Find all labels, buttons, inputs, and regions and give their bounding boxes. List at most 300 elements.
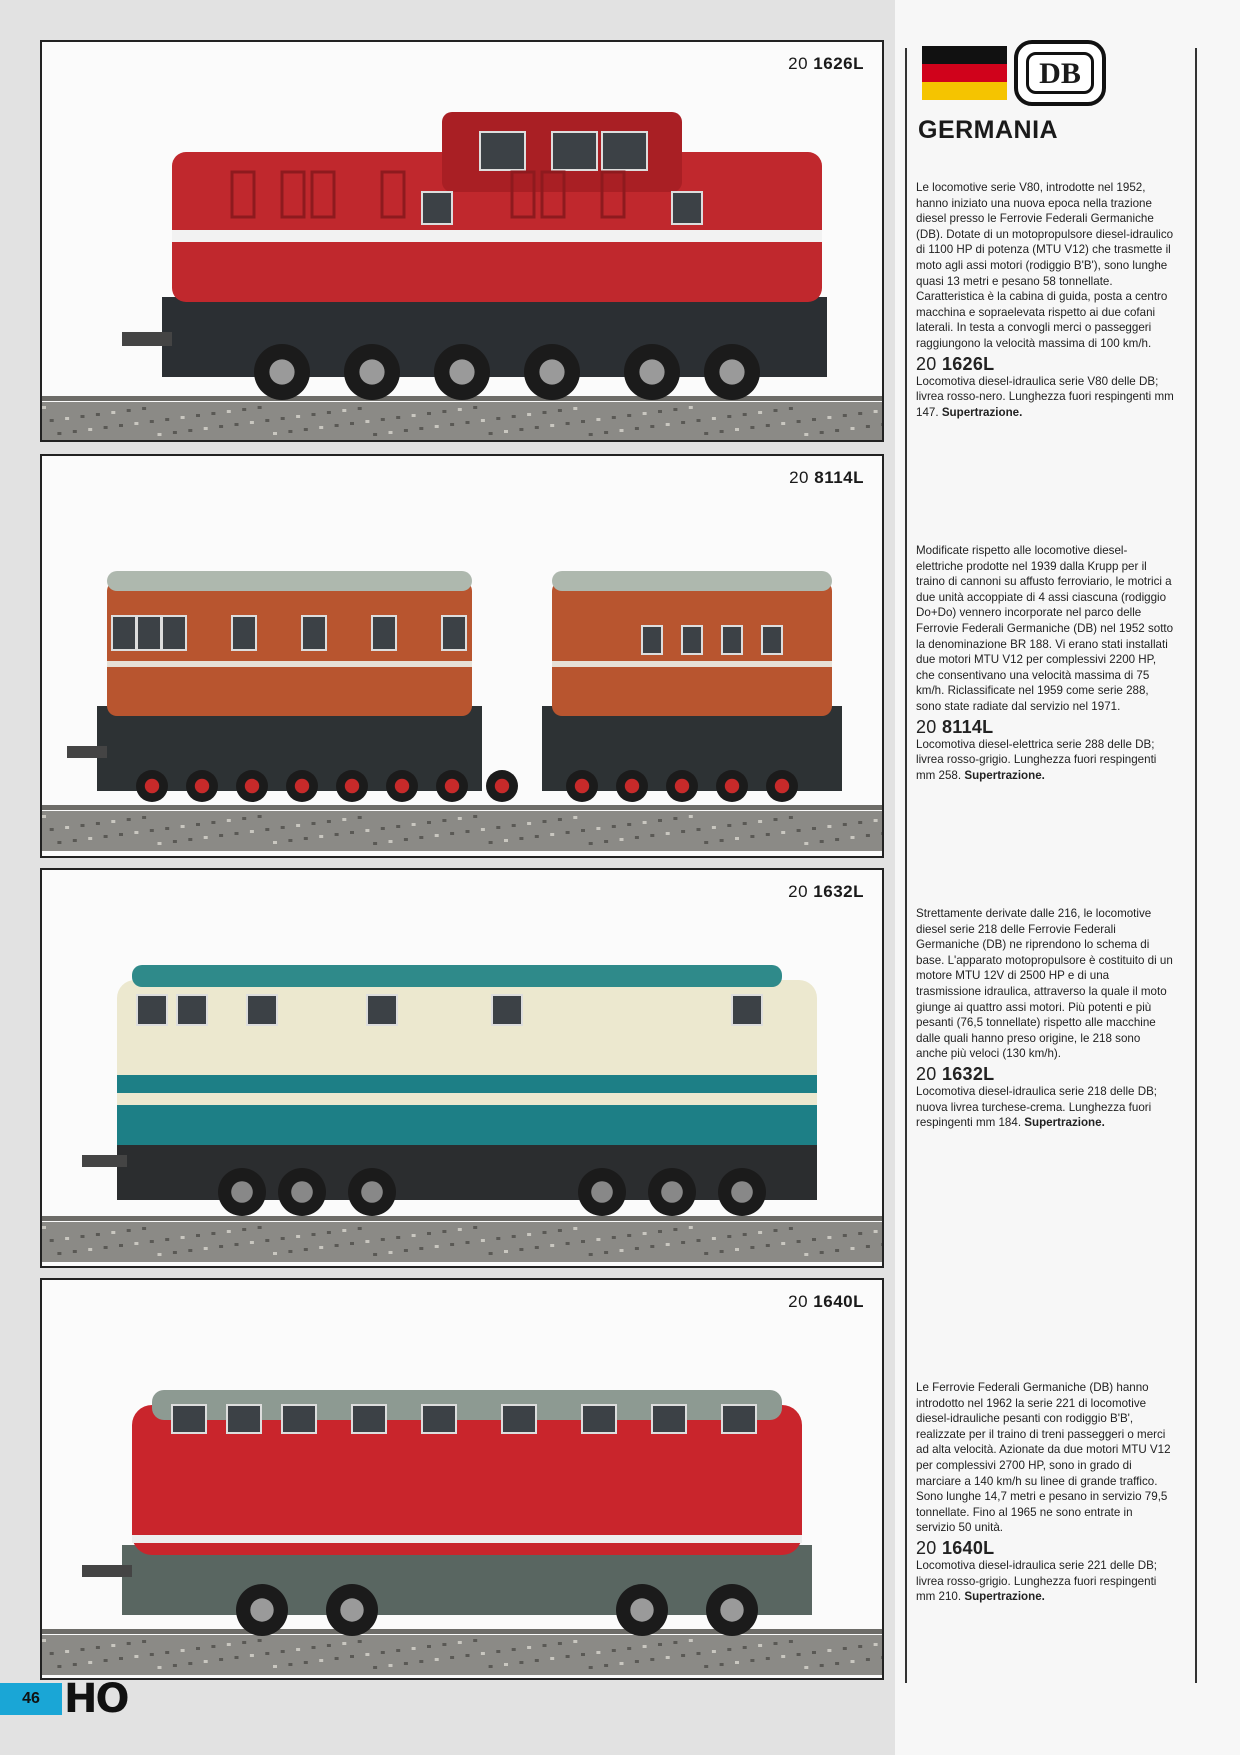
ballast-stone [481, 828, 485, 831]
ballast-stone [797, 420, 801, 423]
ballast-stone [373, 1253, 377, 1256]
ballast-stone [774, 818, 778, 821]
ballast-stone [550, 424, 554, 427]
wheel-hub [345, 779, 359, 793]
wheel-hub [449, 359, 474, 384]
ballast-stone [604, 840, 608, 843]
ballast-stone [650, 834, 654, 837]
ballast-stone [743, 1646, 747, 1649]
ballast-stone [758, 411, 762, 414]
ballast-stone [73, 839, 77, 842]
ballast-stone [342, 409, 346, 412]
track-ballast [42, 811, 882, 851]
ballast-stone [704, 1665, 708, 1668]
window [442, 616, 466, 650]
ballast-stone [181, 825, 185, 828]
window [367, 995, 397, 1025]
ballast-stone [342, 1229, 346, 1232]
ballast-stone [81, 415, 85, 418]
ballast-stone [304, 428, 308, 431]
ballast-stone [527, 822, 531, 825]
ballast-stone [673, 817, 677, 820]
ballast-stone [127, 1229, 131, 1232]
product-text-1632L [916, 906, 1174, 1131]
ballast-stone [327, 1644, 331, 1647]
wheel-hub [340, 1598, 363, 1621]
ballast-stone [265, 828, 269, 831]
ballast-stone [535, 1659, 539, 1662]
ballast-stone [435, 1658, 439, 1661]
ballast-stone [750, 1659, 754, 1662]
ballast-stone [581, 1653, 585, 1656]
ballast-stone [735, 837, 739, 840]
ballast-stone [804, 842, 808, 845]
ballast-stone [627, 414, 631, 417]
ballast-stone [458, 817, 462, 820]
ballast-stone [265, 1652, 269, 1655]
ballast-stone [127, 818, 131, 821]
ballast-stone [704, 841, 708, 844]
ballast-stone [96, 1233, 100, 1236]
ballast-stone [612, 416, 616, 419]
ballast-stone [211, 1645, 215, 1648]
ballast-stone [735, 1248, 739, 1251]
ballast-stone [319, 1246, 323, 1249]
ballast-stone [543, 1231, 547, 1234]
ballast-stone [843, 1234, 847, 1237]
ballast-stone [419, 836, 423, 839]
ballast-stone [774, 1229, 778, 1232]
product-description: Locomotiva diesel-idraulica serie V80 delle DB; livrea rosso-nero. Lunghezza fuori respingenti mm 147. Supertrazione. [916, 374, 1174, 419]
ballast-stone [596, 1238, 600, 1241]
ballast-stone [527, 413, 531, 416]
window [642, 626, 662, 654]
ballast-stone [743, 1233, 747, 1236]
ballast-stone [820, 840, 824, 843]
window [722, 626, 742, 654]
ballast-stone [774, 409, 778, 412]
ballast-stone [781, 1242, 785, 1245]
ballast-stone [258, 1639, 262, 1642]
ballast-stone [389, 840, 393, 843]
wheel-hub [630, 1598, 653, 1621]
ballast-stone [389, 1251, 393, 1254]
ballast-stone [196, 1234, 200, 1237]
ballast-stone [612, 1236, 616, 1239]
ballast-stone [489, 432, 493, 435]
ballast-stone [596, 418, 600, 421]
ballast-stone [704, 1252, 708, 1255]
ballast-stone [835, 838, 839, 841]
ballast-stone [750, 1246, 754, 1249]
ballast-stone [327, 820, 331, 823]
ballast-stone [389, 1664, 393, 1667]
ballast-stone [658, 410, 662, 413]
ballast-stone [666, 1656, 670, 1659]
ballast-stone [381, 827, 385, 830]
ballast-stone [573, 407, 577, 410]
ballast-stone [558, 409, 562, 412]
ballast-stone [858, 1645, 862, 1648]
ballast-stone [265, 419, 269, 422]
ballast-stone [158, 842, 162, 845]
ballast-stone [412, 1647, 416, 1650]
ballast-stone [219, 1245, 223, 1248]
ballast-stone [681, 830, 685, 833]
ballast-stone [312, 1233, 316, 1236]
ballast-stone [435, 834, 439, 837]
ballast-stone [273, 841, 277, 844]
ballast-stone [827, 1236, 831, 1239]
ballast-stone [604, 1664, 608, 1667]
ballast-stone [866, 834, 870, 837]
ballast-stone [589, 1253, 593, 1256]
ballast-stone [250, 1654, 254, 1657]
ballast-stone [835, 1249, 839, 1252]
product-intro: Strettamente derivate dalle 216, le locomotive diesel serie 218 delle Ferrovie Federali Germaniche (DB) ne riprendono lo schema di base. L'apparato motopropulsore è costituito di un motore MTU 12V di 2500 HP e di una trasmissione idraulica, attraverso la quale il moto giunge ai quattro assi motori. Più potenti e più pesanti (76,5 tonnellate) rispetto alle macchine dalle quali hanno preso origine, le 218 sono anche più veloci (130 km/h). [916, 907, 1173, 1061]
page-number: 46 [0, 1683, 62, 1715]
ballast-stone [612, 1649, 616, 1652]
product-text-8114L [916, 543, 1174, 783]
wheel-hub [495, 779, 509, 793]
ballast-stone [450, 423, 454, 426]
ballast-stone [111, 820, 115, 823]
ballast-stone [419, 1247, 423, 1250]
ballast-stone [435, 1245, 439, 1248]
ballast-stone [527, 1233, 531, 1236]
ballast-stone [581, 829, 585, 832]
window [492, 995, 522, 1025]
product-photo-1632L [40, 868, 884, 1268]
ballast-stone [874, 410, 878, 413]
ballast-stone [42, 406, 46, 409]
window [502, 1405, 536, 1433]
window [172, 1405, 206, 1433]
ballast-stone [512, 1648, 516, 1651]
window [352, 1405, 386, 1433]
ballast-stone [789, 1640, 793, 1643]
ballast-stone [412, 823, 416, 826]
ballast-stone [604, 431, 608, 434]
ballast-stone [689, 815, 693, 818]
ballast-stone [65, 1650, 69, 1653]
ballast-stone [866, 1658, 870, 1661]
wheel-hub [639, 359, 664, 384]
ballast-stone [335, 424, 339, 427]
livery-stripe [132, 1535, 802, 1543]
ballast-stone [173, 1664, 177, 1667]
ballast-stone [281, 417, 285, 420]
ballast-stone [96, 413, 100, 416]
rail [42, 1216, 882, 1221]
ballast-stone [288, 839, 292, 842]
ballast-stone [142, 1640, 146, 1643]
ballast-stone [697, 419, 701, 422]
ballast-stone [466, 421, 470, 424]
ballast-stone [419, 427, 423, 430]
ballast-stone [335, 1244, 339, 1247]
ballast-stone [851, 836, 855, 839]
ballast-stone [581, 420, 585, 423]
ballast-stone [689, 1226, 693, 1229]
ballast-stone [342, 818, 346, 821]
ballast-stone [881, 832, 882, 835]
ballast-stone [365, 829, 369, 832]
ballast-stone [296, 824, 300, 827]
product-code-heading: 20 1640L [916, 1537, 995, 1558]
ballast-stone [235, 423, 239, 426]
ballast-stone [196, 1647, 200, 1650]
ballast-stone [119, 424, 123, 427]
window [302, 616, 326, 650]
ballast-stone [804, 1253, 808, 1256]
product-photo-8114L [40, 454, 884, 858]
ballast-stone [566, 422, 570, 425]
ballast-stone [720, 839, 724, 842]
buffer [82, 1565, 132, 1577]
livery-stripe [552, 661, 832, 667]
ballast-stone [50, 828, 54, 831]
window [652, 1405, 686, 1433]
ballast-stone [727, 1648, 731, 1651]
ballast-stone [365, 420, 369, 423]
ballast-stone [720, 1663, 724, 1666]
country-title: GERMANIA [918, 116, 1059, 144]
ballast-stone [442, 819, 446, 822]
ballast-stone [281, 826, 285, 829]
ballast-stone [165, 418, 169, 421]
ballast-stone [88, 428, 92, 431]
buffer [82, 1155, 127, 1167]
ballast-stone [50, 1239, 54, 1242]
ballast-stone [589, 433, 593, 436]
window [137, 995, 167, 1025]
wheel-hub [361, 1181, 383, 1203]
ballast-stone [458, 1641, 462, 1644]
ballast-stone [188, 838, 192, 841]
ballast-stone [65, 1237, 69, 1240]
ballast-stone [150, 1653, 154, 1656]
ballast-stone [412, 414, 416, 417]
roof [552, 571, 832, 591]
ballast-stone [550, 1657, 554, 1660]
ballast-stone [250, 830, 254, 833]
window [372, 616, 396, 650]
ballast-stone [620, 838, 624, 841]
ballast-stone [134, 1655, 138, 1658]
ballast-stone [196, 823, 200, 826]
ballast-stone [596, 827, 600, 830]
window [672, 192, 702, 224]
ballast-stone [104, 1246, 108, 1249]
wheel-hub [269, 359, 294, 384]
ballast-stone [319, 426, 323, 429]
ballast-stone [481, 419, 485, 422]
buffer [122, 332, 172, 346]
window [582, 1405, 616, 1433]
ballast-stone [851, 1660, 855, 1663]
ballast-stone [150, 829, 154, 832]
ballast-stone [111, 1644, 115, 1647]
ballast-stone [750, 426, 754, 429]
product-code: 20 1640L [788, 1292, 864, 1311]
ballast-stone [365, 1653, 369, 1656]
ballast-stone [396, 1236, 400, 1239]
column-rule-right [1195, 48, 1197, 1683]
roof [132, 965, 782, 987]
ballast-stone [512, 1235, 516, 1238]
ballast-stone [673, 408, 677, 411]
ballast-stone [196, 414, 200, 417]
ballast-stone [57, 841, 61, 844]
window [177, 995, 207, 1025]
ballast-stone [866, 1245, 870, 1248]
product-description: Locomotiva diesel-idraulica serie 218 delle DB; nuova livrea turchese-crema. Lunghezza fuori respingenti mm 184. Supertrazione. [916, 1084, 1158, 1130]
window [137, 616, 161, 650]
ballast-stone [204, 1660, 208, 1663]
ballast-stone [65, 826, 69, 829]
ballast-stone [127, 1642, 131, 1645]
ballast-stone [673, 1228, 677, 1231]
ballast-stone [504, 839, 508, 842]
ballast-stone [881, 1656, 882, 1659]
ballast-stone [766, 1657, 770, 1660]
ballast-stone [250, 421, 254, 424]
ballast-stone [73, 1663, 77, 1666]
ballast-stone [350, 1655, 354, 1658]
ballast-stone [543, 1644, 547, 1647]
ballast-stone [758, 1644, 762, 1647]
ballast-stone [697, 828, 701, 831]
ballast-stone [843, 823, 847, 826]
ballast-stone [535, 426, 539, 429]
ballast-stone [119, 1244, 123, 1247]
ballast-stone [627, 1647, 631, 1650]
ballast-stone [504, 1250, 508, 1253]
ballast-stone [181, 1649, 185, 1652]
ballast-stone [550, 1244, 554, 1247]
ballast-stone [466, 1241, 470, 1244]
ballast-stone [881, 1243, 882, 1246]
product-code: 20 1626L [788, 54, 864, 73]
ballast-stone [242, 1228, 246, 1231]
ballast-stone [550, 833, 554, 836]
wheel-hub [775, 779, 789, 793]
ballast-stone [473, 815, 477, 818]
ballast-stone [242, 817, 246, 820]
ballast-stone [489, 1665, 493, 1668]
ballast-stone [88, 1661, 92, 1664]
ballast-stone [104, 426, 108, 429]
product-text-1640L [916, 1380, 1174, 1605]
ballast-stone [589, 842, 593, 845]
wheel-hub [719, 359, 744, 384]
ballast-stone [766, 833, 770, 836]
ballast-stone [150, 1240, 154, 1243]
ballast-stone [673, 1641, 677, 1644]
ballast-stone [281, 1237, 285, 1240]
lower-band [117, 1105, 817, 1145]
wheel-hub [675, 779, 689, 793]
ballast-stone [604, 1251, 608, 1254]
ballast-stone [804, 1666, 808, 1669]
ballast-stone [119, 833, 123, 836]
ballast-stone [88, 837, 92, 840]
germany-flag-icon [922, 46, 1007, 100]
ballast-stone [57, 1665, 61, 1668]
ballast-stone [304, 1661, 308, 1664]
window [762, 626, 782, 654]
ballast-stone [781, 831, 785, 834]
ballast-stone [204, 1247, 208, 1250]
ballast-stone [635, 1247, 639, 1250]
ballast-stone [851, 427, 855, 430]
ballast-stone [643, 412, 647, 415]
ballast-stone [620, 1662, 624, 1665]
ballast-stone [335, 833, 339, 836]
ballast-stone [219, 425, 223, 428]
ballast-stone [142, 816, 146, 819]
ballast-stone [643, 821, 647, 824]
ballast-stone [812, 1651, 816, 1654]
locomotive-v80-image [42, 42, 882, 440]
ballast-stone [566, 831, 570, 834]
ballast-stone [412, 1234, 416, 1237]
ballast-stone [173, 1251, 177, 1254]
ballast-stone [635, 1660, 639, 1663]
ballast-stone [735, 1661, 739, 1664]
ballast-stone [242, 408, 246, 411]
ballast-stone [350, 831, 354, 834]
ballast-stone [650, 1245, 654, 1248]
ballast-stone [134, 831, 138, 834]
ballast-stone [489, 841, 493, 844]
product-code-heading: 20 1626L [916, 353, 995, 374]
ballast-stone [404, 838, 408, 841]
ballast-stone [812, 1238, 816, 1241]
ballast-stone [650, 1658, 654, 1661]
ballast-stone [473, 1639, 477, 1642]
ballast-stone [450, 1243, 454, 1246]
ballast-stone [81, 1235, 85, 1238]
wheel-hub [295, 779, 309, 793]
ballast-stone [573, 1640, 577, 1643]
window [162, 616, 186, 650]
ballast-stone [797, 1240, 801, 1243]
window [112, 616, 136, 650]
ballast-stone [235, 1656, 239, 1659]
ballast-stone [766, 424, 770, 427]
ballast-stone [442, 410, 446, 413]
ballast-stone [358, 1640, 362, 1643]
window [422, 192, 452, 224]
ballast-stone [620, 1249, 624, 1252]
ballast-stone [158, 1253, 162, 1256]
ballast-stone [496, 417, 500, 420]
ballast-stone [658, 1230, 662, 1233]
ballast-stone [827, 416, 831, 419]
ballast-stone [73, 430, 77, 433]
ballast-stone [450, 832, 454, 835]
wheel-hub [661, 1181, 683, 1203]
ballast-stone [473, 1226, 477, 1229]
ballast-stone [804, 433, 808, 436]
ballast-stone [666, 423, 670, 426]
ballast-stone [427, 1232, 431, 1235]
ballast-stone [797, 829, 801, 832]
ballast-stone [743, 822, 747, 825]
ballast-stone [119, 1657, 123, 1660]
